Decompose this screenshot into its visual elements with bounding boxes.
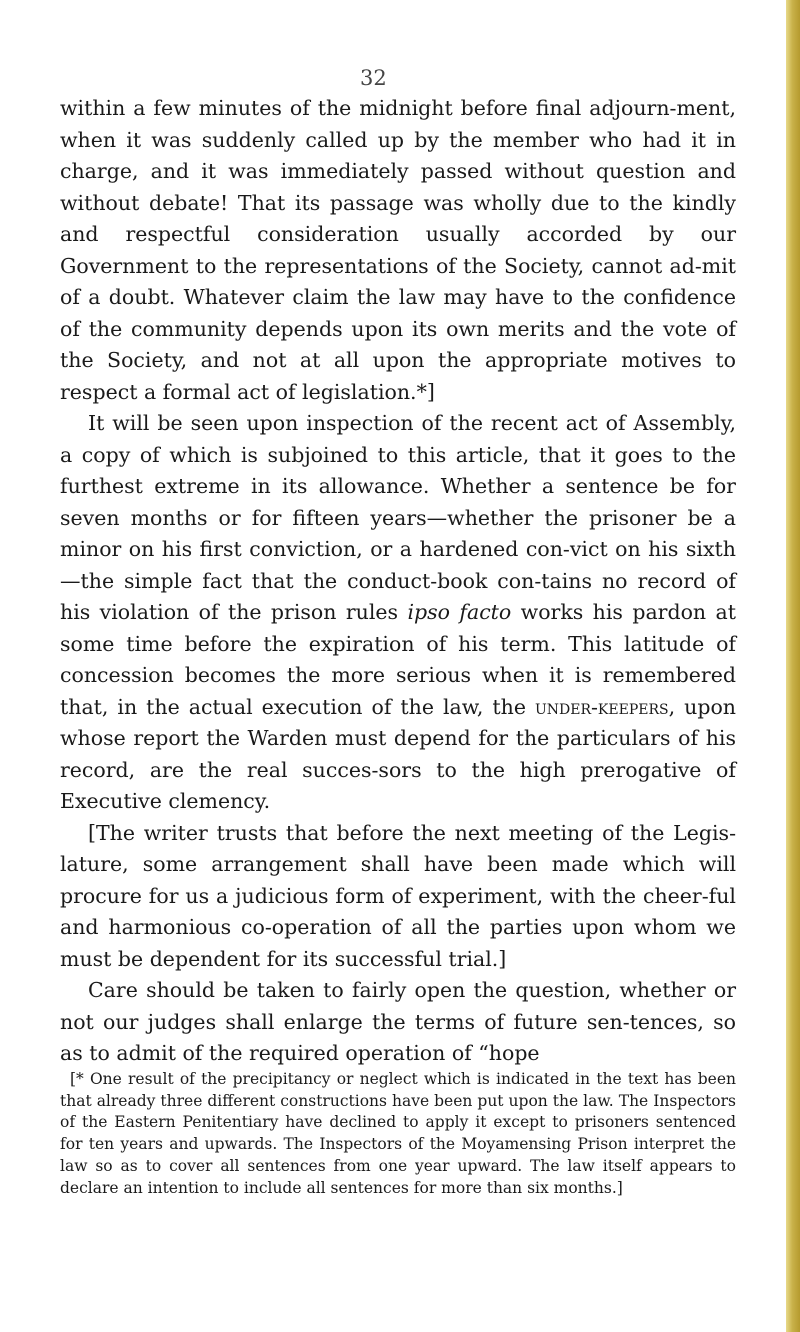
page-number: 32 xyxy=(360,66,387,90)
page-edge xyxy=(786,0,800,1332)
paragraph-2-start: It will be seen upon inspection of the recent act of Assembly, a copy of which is subjoined to this article, that it goes to the furthest extreme in its allowance. Whether a sentence be for seven months or for fifteen years—whether the prisoner be a minor on his first conviction, or a hardened con-vict on his sixth—the simple fact that the conduct-book con-tains no record of his violation of the prison rules xyxy=(60,411,736,624)
footnote xyxy=(60,1069,736,1199)
footnote-text: [* One result of the precipitancy or neglect which is indicated in the text has been that already three different constructions have been put upon the law. The Inspectors of the Eastern Penitentiary have declined to apply it except to prisoners sentenced for ten years and upwards. The Inspectors of the Moyamensing Prison interpret the law so as to cover all sentences from one year upward. The law itself appears to declare an intention to include all sentences for more than six months.] xyxy=(60,1070,736,1197)
under-keepers: under-keepers xyxy=(534,694,669,719)
paragraph-2-mid: works his pardon at some time before the expiration of his term. This latitude of concession becomes the more serious when it is remembered that, in the actual execution of the law, the xyxy=(60,600,736,719)
paragraph-2 xyxy=(60,408,736,818)
paragraph-1: within a few minutes of the midnight before final adjourn-ment, when it was suddenly called up by the member who had it in charge, and it was immediately passed without question and without debate! That its passage was wholly due to the kindly and respectful consideration usually accorded by our Government to the representations of the Society, cannot ad-mit of a doubt. Whatever claim the law may have to the confidence of the community depends upon its own merits and the vote of the Society, and not at all upon the appropriate motives to respect a formal act of legislation.*] xyxy=(60,96,736,404)
ipso-facto: ipso facto xyxy=(407,600,512,624)
paragraph-4: Care should be taken to fairly open the question, whether or not our judges shall enlarge the terms of future sen-tences, so as to admit of the required operation of “hope xyxy=(60,978,736,1065)
paragraph-3: [The writer trusts that before the next meeting of the Legis-lature, some arrangement shall have been made which will procure for us a judicious form of experiment, with the cheer-ful and harmonious co-operation of all the parties upon whom we must be dependent for its successful trial.] xyxy=(60,820,736,971)
paragraph-2-end: , upon whose report the Warden must depend for the particulars of his record, are the real succes-sors to the high prerogative of Executive clemency. xyxy=(60,694,736,813)
body-text xyxy=(60,93,736,1070)
